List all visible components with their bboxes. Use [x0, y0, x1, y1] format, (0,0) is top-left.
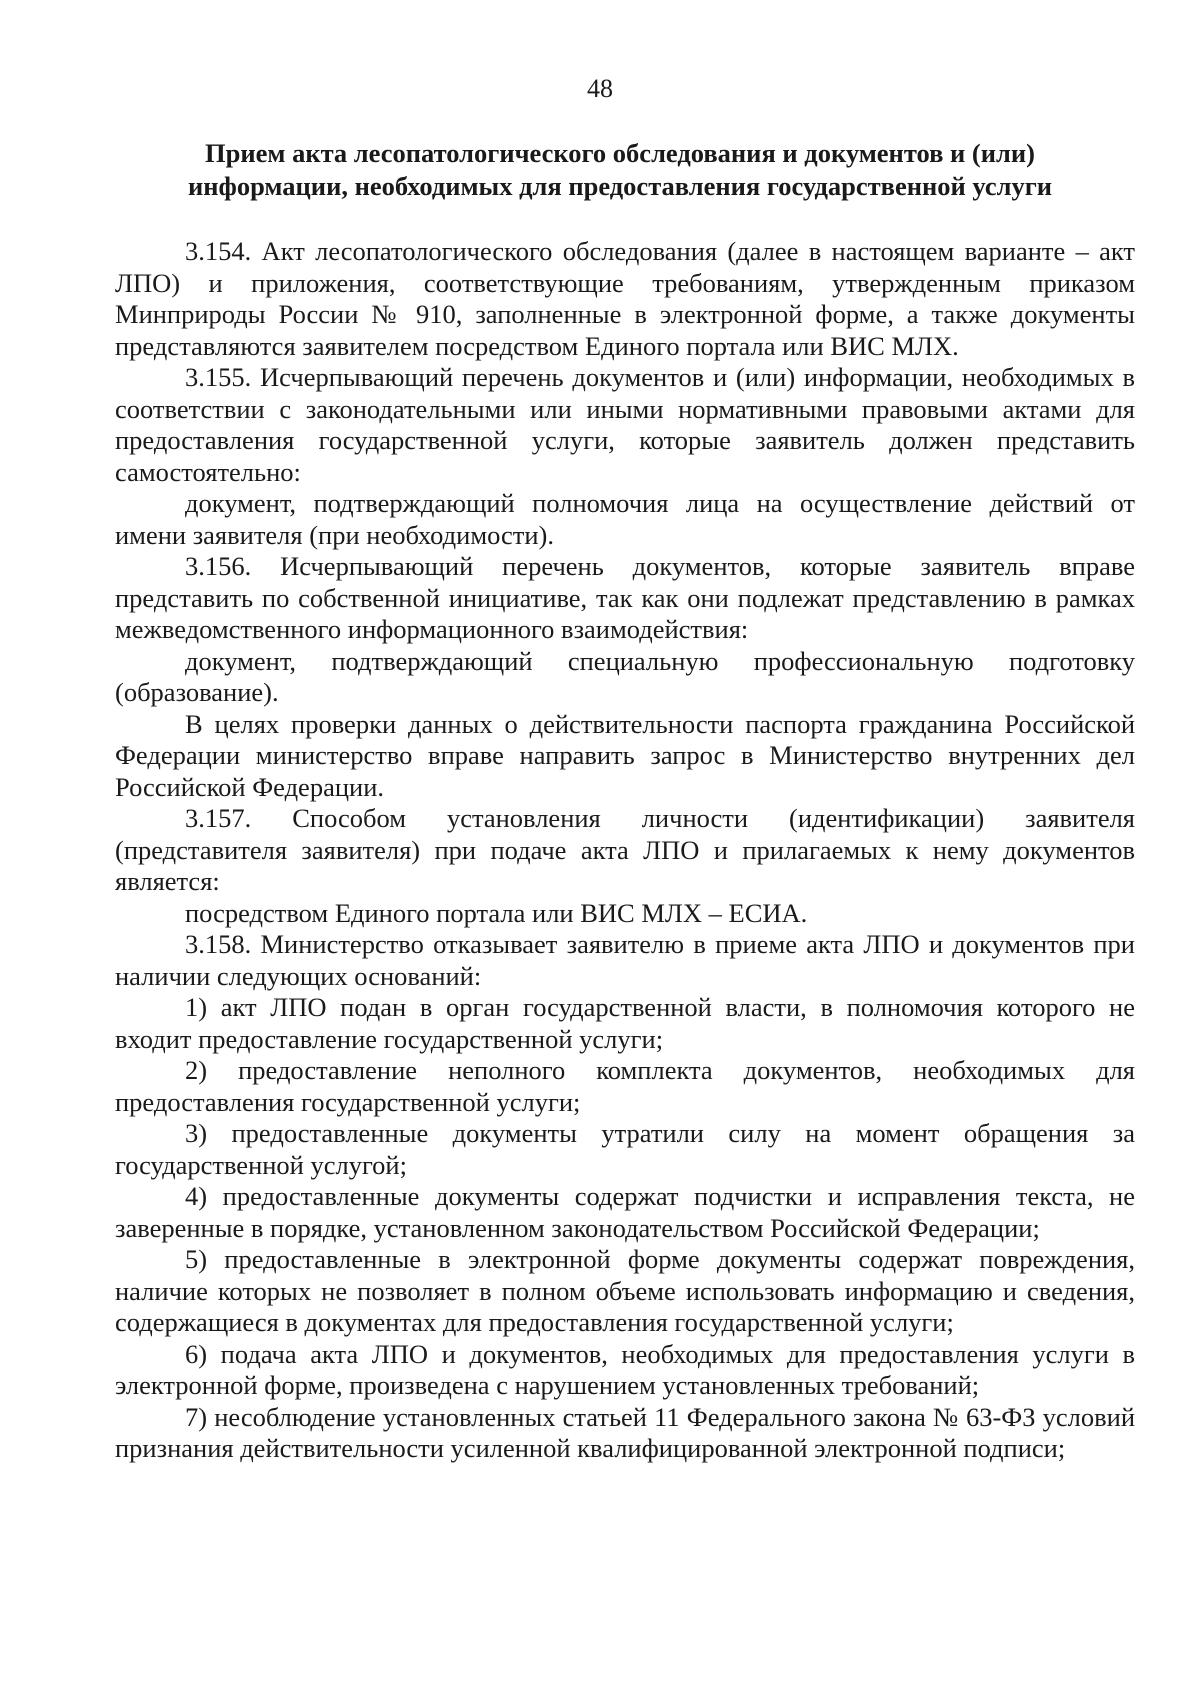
- paragraph-authority-document: документ, подтверждающий полномочия лица на осуществление действий от имени заявителя (при необходимости).: [115, 488, 1135, 550]
- list-item-refusal-6: 6) подача акта ЛПО и документов, необходимых для предоставления услуги в электронной форме, произведена с нарушением установленных требований;: [115, 1338, 1135, 1400]
- paragraph-3-154: 3.154. Акт лесопатологического обследования (далее в настоящем варианте – акт ЛПО) и приложения, соответствующие требованиям, утвержденным приказом Минприроды России № 910, заполненные в электронной форме, а также документы представляются заявителем посредством Единого портала или ВИС МЛХ.: [115, 236, 1135, 361]
- section-title: [140, 137, 1100, 203]
- list-item-refusal-7: 7) несоблюдение установленных статьей 11 Федерального закона № 63-ФЗ условий признания действительности усиленной квалифицированной электронной подписи;: [115, 1401, 1135, 1463]
- paragraph-3-155: 3.155. Исчерпывающий перечень документов и (или) информации, необходимых в соответствии с законодательными или иными нормативными правовыми актами для предоставления государственной услуги, которые заявитель должен представить самостоятельно:: [115, 362, 1135, 487]
- paragraph-esia: посредством Единого портала или ВИС МЛХ – ЕСИА.: [185, 897, 808, 928]
- paragraph-3-158: 3.158. Министерство отказывает заявителю в приеме акта ЛПО и документов при наличии следующих оснований:: [115, 929, 1135, 991]
- section-title-line-1: Прием акта лесопатологического обследования и документов и (или): [205, 138, 1035, 168]
- list-item-refusal-1: 1) акт ЛПО подан в орган государственной власти, в полномочия которого не входит предоставление государственной услуги;: [115, 992, 1135, 1054]
- paragraph-passport-check: В целях проверки данных о действительности паспорта гражданина Российской Федерации министерство вправе направить запрос в Министерство внутренних дел Российской Федерации.: [115, 708, 1135, 802]
- document-body: [115, 236, 1135, 1465]
- paragraph-3-157: 3.157. Способом установления личности (идентификации) заявителя (представителя заявителя) при подаче акта ЛПО и прилагаемых к нему документов является:: [115, 803, 1135, 896]
- page-number: 48: [587, 74, 613, 103]
- list-item-refusal-4: 4) предоставленные документы содержат подчистки и исправления текста, не заверенные в порядке, установленном законодательством Российской Федерации;: [115, 1181, 1135, 1243]
- paragraph-training-document: документ, подтверждающий специальную профессиональную подготовку (образование).: [115, 645, 1135, 707]
- list-item-refusal-3: 3) предоставленные документы утратили силу на момент обращения за государственной услугой;: [115, 1118, 1135, 1180]
- paragraph-3-156: 3.156. Исчерпывающий перечень документов, которые заявитель вправе представить по собственной инициативе, так как они подлежат представлению в рамках межведомственного информационного взаимодействия:: [115, 551, 1135, 644]
- list-item-refusal-2: 2) предоставление неполного комплекта документов, необходимых для предоставления государственной услуги;: [115, 1055, 1135, 1117]
- section-title-line-2: информации, необходимых для предоставления государственной услуги: [187, 171, 1053, 201]
- list-item-refusal-5: 5) предоставленные в электронной форме документы содержат повреждения, наличие которых не позволяет в полном объеме использовать информацию и сведения, содержащиеся в документах для предоставления государственной услуги;: [115, 1244, 1135, 1337]
